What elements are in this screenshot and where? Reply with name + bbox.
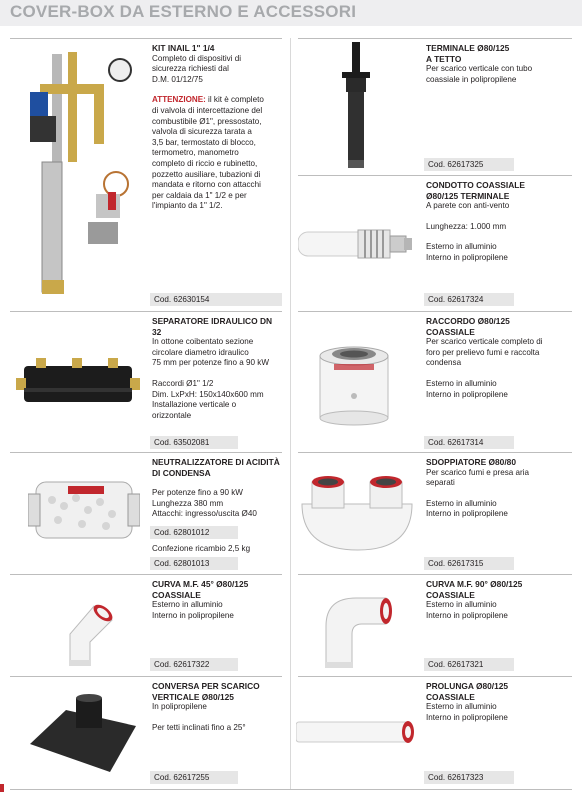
product-title: CONDOTTO COASSIALE Ø80/125 TERMINALE <box>426 180 525 201</box>
separator-image <box>16 358 140 406</box>
product-desc-2: Lunghezza: 1.000 mm <box>426 221 507 231</box>
product-code: Cod. 62617324 <box>424 293 514 306</box>
product-desc: A parete con anti-vento <box>426 201 510 211</box>
product-code: Cod. 62630154 <box>150 293 282 306</box>
row-divider <box>298 311 572 312</box>
product-title: CURVA M.F. 45° Ø80/125 COASSIALE <box>152 579 249 600</box>
product-title: KIT INAIL 1" 1/4 <box>152 43 215 53</box>
product-code: Cod. 62617325 <box>424 158 514 171</box>
product-code: Cod. 62617321 <box>424 658 514 671</box>
product-desc: Per scarico verticale completo di foro per prelievo fumi e raccolta condensa <box>426 337 543 368</box>
product-code: Cod. 62617323 <box>424 771 514 784</box>
product-desc: In ottone coibentato sezione circolare diametro idraulico 75 mm per potenze fino a 90 kW <box>152 337 269 368</box>
product-code: Cod. 62801012 <box>150 526 238 539</box>
attention-label: ATTENZIONE: <box>152 95 206 105</box>
product-title: PROLUNGA Ø80/125 COASSIALE <box>426 681 509 702</box>
extension-pipe-info <box>426 681 572 723</box>
elbow-90-info <box>426 579 572 621</box>
product-desc-2: Esterno in alluminio Interno in polipropilene <box>426 378 508 399</box>
product-desc-2: Esterno in alluminio Interno in polipropilene <box>426 498 508 519</box>
product-desc: Per potenze fino a 90 kW Lunghezza 380 mm Attacchi: ingresso/uscita Ø40 <box>152 488 257 519</box>
product-title: SDOPPIATORE Ø80/80 <box>426 457 516 467</box>
coaxial-fitting-image <box>314 340 394 426</box>
product-desc-2: Raccordi Ø1" 1/2 Dim. LxPxH: 150x140x600 mm Installazione verticale o orizzontale <box>152 378 264 420</box>
neutralizer-info <box>152 457 282 520</box>
product-desc: Esterno in alluminio Interno in polipropilene <box>152 600 234 620</box>
row-divider <box>10 452 282 453</box>
row-divider <box>298 175 572 176</box>
product-desc-2: Per tetti inclinati fino a 25° <box>152 722 246 732</box>
coaxial-fitting-info <box>426 316 572 400</box>
kit-inail-info <box>152 43 282 212</box>
extension-pipe-image <box>296 716 416 748</box>
product-title: CURVA M.F. 90° Ø80/125 COASSIALE <box>426 579 523 600</box>
row-divider <box>10 311 282 312</box>
product-title: TERMINALE Ø80/125 A TETTO <box>426 43 510 64</box>
coaxial-pipe-image <box>298 226 414 262</box>
product-code: Cod. 62617314 <box>424 436 514 449</box>
roof-terminal-image <box>338 42 374 170</box>
row-divider <box>10 38 282 39</box>
splitter-image <box>298 470 416 552</box>
row-divider <box>10 676 282 677</box>
refill-info: Confezione ricambio 2,5 kg <box>152 544 251 553</box>
product-code-refill: Cod. 62801013 <box>150 557 238 570</box>
kit-inail-image <box>12 44 140 302</box>
product-desc: Esterno in alluminio Interno in polipropilene <box>426 600 508 620</box>
coaxial-pipe-info <box>426 180 572 264</box>
product-code: Cod. 62617322 <box>150 658 238 671</box>
page-corner-mark <box>0 784 4 792</box>
product-code: Cod. 62617255 <box>150 771 238 784</box>
page-header <box>0 0 582 26</box>
product-title: CONVERSA PER SCARICO VERTICALE Ø80/125 <box>152 681 260 702</box>
product-desc: Per scarico fumi e presa aria separati <box>426 467 530 488</box>
product-desc: Per scarico verticale con tubo coassiale in polipropilene <box>426 64 533 84</box>
roof-flashing-image <box>26 692 140 774</box>
product-code: Cod. 63502081 <box>150 436 238 449</box>
neutralizer-image <box>28 476 140 544</box>
splitter-info <box>426 457 572 520</box>
product-desc: Completo di dispositivi di sicurezza richiesti dal D.M. 01/12/75 <box>152 53 242 84</box>
product-code: Cod. 62617315 <box>424 557 514 570</box>
row-divider <box>298 38 572 39</box>
row-divider <box>298 452 572 453</box>
separator-info <box>152 316 282 421</box>
elbow-45-info <box>152 579 282 621</box>
roof-terminal-info <box>426 43 572 85</box>
roof-flashing-info <box>152 681 282 733</box>
page-title: COVER-BOX DA ESTERNO E ACCESSORI <box>10 2 357 21</box>
elbow-90-image <box>316 586 398 668</box>
product-desc: Esterno in alluminio Interno in polipropilene <box>426 702 508 722</box>
product-desc: In polipropilene <box>152 702 207 712</box>
product-title: NEUTRALIZZATORE DI ACIDITÀ DI CONDENSA <box>152 457 280 478</box>
row-divider <box>10 574 282 575</box>
product-title: SEPARATORE IDRAULICO DN 32 <box>152 316 273 337</box>
row-divider <box>298 574 572 575</box>
product-desc-3: Esterno in alluminio Interno in polipropilene <box>426 242 508 262</box>
attention-note: il kit è completo di valvola di intercettazione del combustibile Ø1", pressostato, valvola di sicurezza tarata a 3,5 bar, termostato di blocco, termometro, manometro completo di riccio e rubinetto, pozzetto ausiliare, tubazioni di mandata e ritorno con attacchi per caldaia da 1" 1/2 e per l'impianto da 1" 1/2. <box>152 95 264 211</box>
row-divider <box>298 676 572 677</box>
bottom-divider <box>10 789 572 790</box>
product-title: RACCORDO Ø80/125 COASSIALE <box>426 316 510 337</box>
elbow-45-image <box>50 596 116 666</box>
column-divider <box>290 38 291 790</box>
